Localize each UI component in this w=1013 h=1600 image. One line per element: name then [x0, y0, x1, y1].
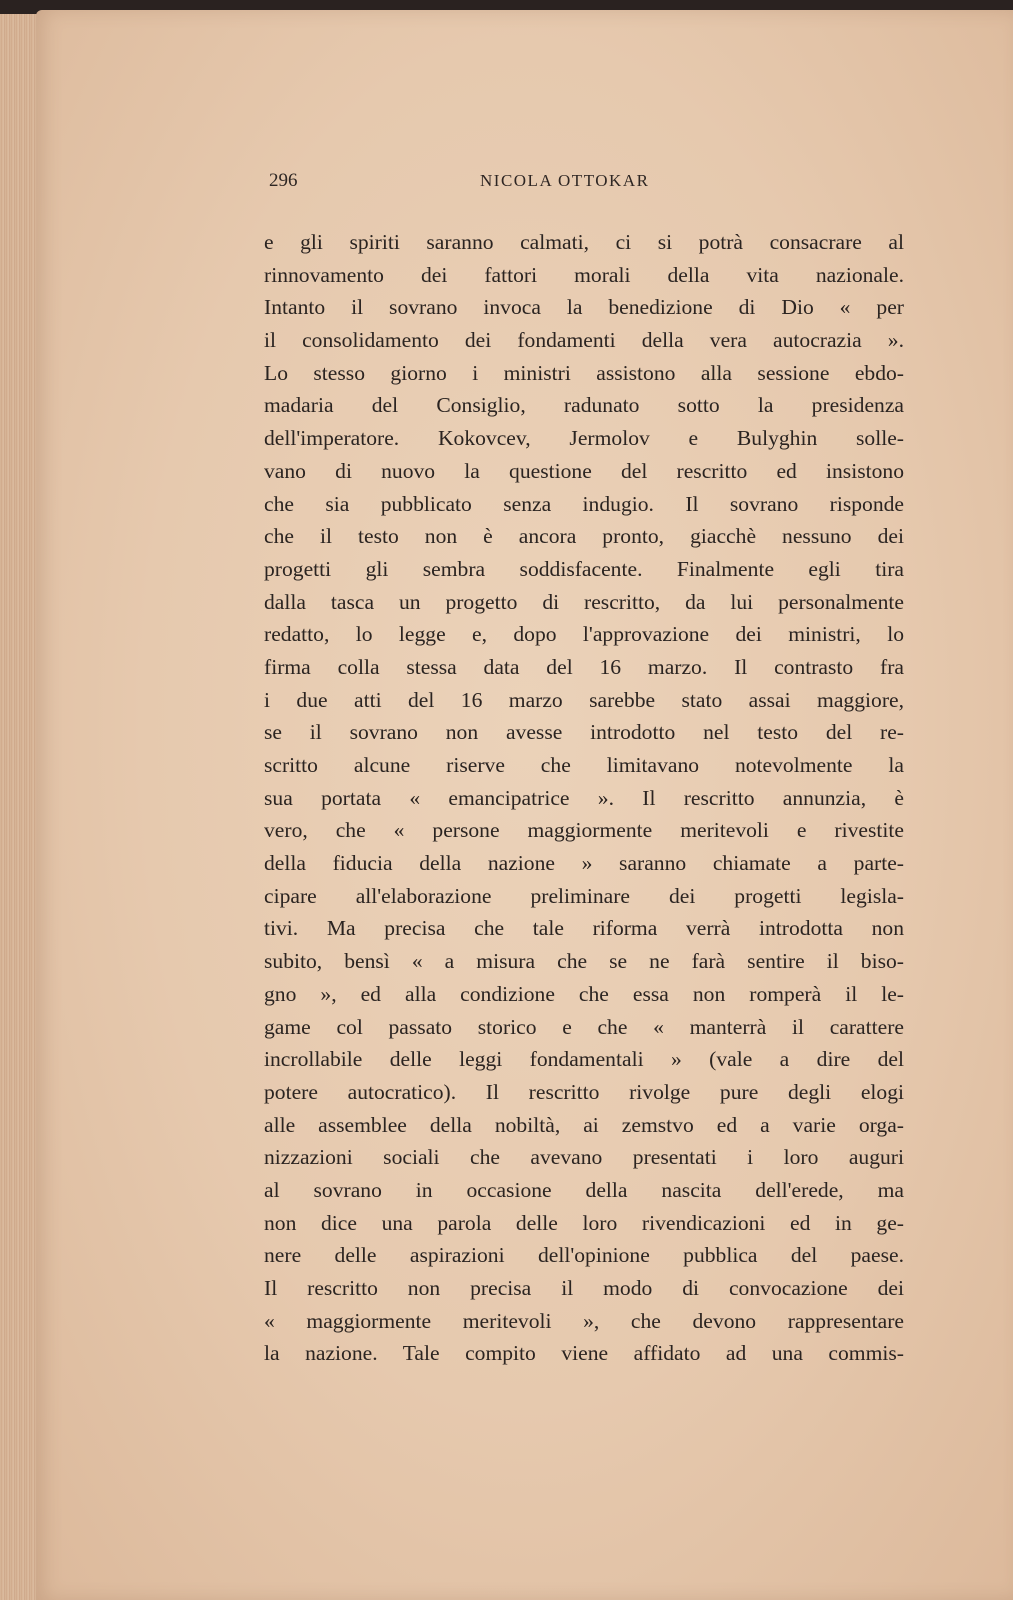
text-line: cipare all'elaborazione preliminare dei progetti legisla-: [264, 883, 904, 908]
text-line: firma colla stessa data del 16 marzo. Il contrasto fra: [264, 654, 904, 679]
page-header: [269, 170, 909, 200]
text-line: nere delle aspirazioni dell'opinione pubblica del paese.: [264, 1243, 904, 1268]
text-line: scritto alcune riserve che limitavano notevolmente la: [264, 753, 904, 777]
text-line: non dice una parola delle loro rivendicazioni ed in ge-: [264, 1210, 904, 1235]
text-line: redatto, lo legge e, dopo l'approvazione dei ministri, lo: [264, 622, 904, 647]
page-number: 296: [269, 170, 298, 191]
text-line: e gli spiriti saranno calmati, ci si potrà consacrare al: [264, 230, 904, 254]
text-line: i due atti del 16 marzo sarebbe stato assai maggiore,: [264, 687, 904, 712]
text-line: che il testo non è ancora pronto, giacchè nessuno dei: [264, 524, 904, 549]
text-line: rinnovamento dei fattori morali della vita nazionale.: [264, 262, 904, 287]
text-line: il consolidamento dei fondamenti della vera autocrazia ».: [264, 328, 904, 353]
text-line: gno », ed alla condizione che essa non romperà il le-: [264, 981, 904, 1006]
running-head: NICOLA OTTOKAR: [480, 171, 650, 190]
text-line: madaria del Consiglio, radunato sotto la presidenza: [264, 393, 904, 418]
text-line: al sovrano in occasione della nascita dell'erede, ma: [264, 1177, 904, 1202]
text-line: vano di nuovo la questione del rescritto ed insistono: [264, 458, 904, 483]
text-line: potere autocratico). Il rescritto rivolge pure degli elogi: [264, 1079, 904, 1104]
text-line: della fiducia della nazione » saranno chiamate a parte-: [264, 851, 904, 876]
text-line: alle assemblee della nobiltà, ai zemstvo ed a varie orga-: [264, 1112, 904, 1137]
text-line: vero, che « persone maggiormente meritevoli e rivestite: [264, 818, 904, 843]
text-line: « maggiormente meritevoli », che devono rappresentare: [264, 1308, 904, 1333]
text-line: sua portata « emancipatrice ». Il rescritto annunzia, è: [264, 785, 904, 810]
text-line: subito, bensì « a misura che se ne farà sentire il biso-: [264, 949, 904, 974]
text-line: la nazione. Tale compito viene affidato ad una commis-: [264, 1341, 904, 1366]
text-line: progetti gli sembra soddisfacente. Finalmente egli tira: [264, 556, 904, 581]
text-line: tivi. Ma precisa che tale riforma verrà introdotta non: [264, 916, 904, 941]
text-line: incrollabile delle leggi fondamentali » (vale a dire del: [264, 1047, 904, 1072]
text-line: dalla tasca un progetto di rescritto, da lui personalmente: [264, 589, 904, 614]
text-line: game col passato storico e che « manterrà il carattere: [264, 1014, 904, 1039]
text-line: Intanto il sovrano invoca la benedizione di Dio « per: [264, 295, 904, 320]
text-line: Lo stesso giorno i ministri assistono alla sessione ebdo-: [264, 360, 904, 385]
text-line: nizzazioni sociali che avevano presentati i loro auguri: [264, 1145, 904, 1170]
text-line: dell'imperatore. Kokovcev, Jermolov e Bulyghin solle-: [264, 426, 904, 451]
text-line: che sia pubblicato senza indugio. Il sovrano risponde: [264, 491, 904, 516]
text-line: Il rescritto non precisa il modo di convocazione dei: [264, 1276, 904, 1300]
text-line: se il sovrano non avesse introdotto nel testo del re-: [264, 720, 904, 745]
body-text: [264, 226, 904, 1370]
